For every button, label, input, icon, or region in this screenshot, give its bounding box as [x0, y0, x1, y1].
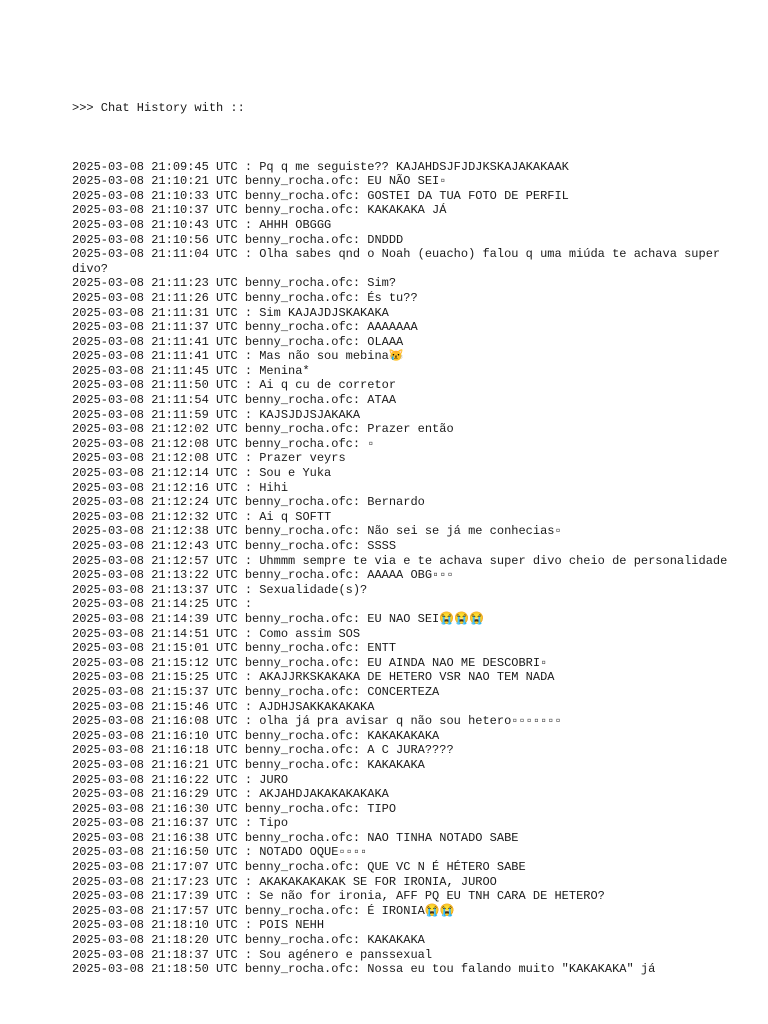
message-line: 2025-03-08 21:12:08 UTC benny_rocha.ofc: ▫: [72, 436, 375, 451]
message-line: 2025-03-08 21:11:41 UTC benny_rocha.ofc: OLAAA: [72, 334, 404, 349]
message-list: [72, 160, 752, 977]
message-line: 2025-03-08 21:10:43 UTC : AHHH OBGGG: [72, 217, 332, 232]
message-line: 2025-03-08 21:18:37 UTC : Sou agénero e panssexual: [72, 947, 433, 962]
message-line: 2025-03-08 21:12:43 UTC benny_rocha.ofc: SSSS: [72, 539, 397, 553]
message-line: 2025-03-08 21:10:21 UTC benny_rocha.ofc: EU NÃO SEI▫: [72, 174, 447, 189]
message-line: 2025-03-08 21:17:57 UTC benny_rocha.ofc: É IRONIA😭😭: [72, 903, 455, 918]
message-line: 2025-03-08 21:16:18 UTC benny_rocha.ofc: A C JURA????: [72, 743, 454, 758]
message-line: 2025-03-08 21:14:51 UTC : Como assim SOS: [72, 626, 361, 641]
message-line: 2025-03-08 21:16:37 UTC : Tipo: [72, 816, 289, 831]
message-line: 2025-03-08 21:10:37 UTC benny_rocha.ofc: KAKAKAKA JÁ: [72, 203, 447, 218]
message-line: 2025-03-08 21:15:46 UTC : AJDHJSAKKAKAKAKA: [72, 699, 375, 714]
message-line: 2025-03-08 21:14:25 UTC :: [72, 597, 253, 612]
message-line: 2025-03-08 21:17:23 UTC : AKAKAKAKAKAK SE FOR IRONIA, JUROO: [72, 874, 497, 889]
message-line: 2025-03-08 21:11:37 UTC benny_rocha.ofc: AAAAAAA: [72, 320, 418, 335]
message-line: 2025-03-08 21:12:57 UTC : Uhmmm sempre te via e te achava super divo cheio de personalidade: [72, 553, 728, 568]
message-line: 2025-03-08 21:15:37 UTC benny_rocha.ofc: CONCERTEZA: [72, 684, 440, 699]
message-line: 2025-03-08 21:13:37 UTC : Sexualidade(s)?: [72, 582, 368, 597]
message-line: 2025-03-08 21:16:29 UTC : AKJAHDJAKAKAKAKAKA: [72, 787, 389, 802]
message-line: 2025-03-08 21:11:41 UTC : Mas não sou mebina😿: [72, 349, 404, 364]
message-line: 2025-03-08 21:15:25 UTC : AKAJJRKSKAKAKA DE HETERO VSR NAO TEM NADA: [72, 670, 555, 685]
message-line: 2025-03-08 21:11:45 UTC : Menina*: [72, 363, 310, 378]
chat-history-header: >>> Chat History with ::: [72, 101, 245, 116]
message-line: 2025-03-08 21:13:22 UTC benny_rocha.ofc: AAAAA OBG▫▫▫: [72, 568, 454, 583]
message-line: 2025-03-08 21:16:08 UTC : olha já pra avisar q não sou hetero▫▫▫▫▫▫▫: [72, 714, 562, 729]
message-line: 2025-03-08 21:11:26 UTC benny_rocha.ofc: És tu??: [72, 290, 418, 305]
message-line: 2025-03-08 21:12:08 UTC : Prazer veyrs: [72, 451, 346, 466]
message-line: 2025-03-08 21:16:38 UTC benny_rocha.ofc: NAO TINHA NOTADO SABE: [72, 830, 519, 845]
message-line: 2025-03-08 21:18:20 UTC benny_rocha.ofc: KAKAKAKA: [72, 933, 425, 948]
message-line: 2025-03-08 21:11:04 UTC : Olha sabes qnd o Noah (euacho) falou q uma miúda te achava super divo?: [72, 247, 728, 276]
message-line: 2025-03-08 21:10:56 UTC benny_rocha.ofc: DNDDD: [72, 232, 404, 247]
message-line: 2025-03-08 21:17:39 UTC : Se não for ironia, AFF PQ EU TNH CARA DE HETERO?: [72, 889, 605, 904]
message-line: 2025-03-08 21:12:38 UTC benny_rocha.ofc: Não sei se já me conhecias▫: [72, 524, 562, 539]
message-line: 2025-03-08 21:15:01 UTC benny_rocha.ofc: ENTT: [72, 641, 397, 656]
message-line: 2025-03-08 21:16:50 UTC : NOTADO OQUE▫▫▫▫: [72, 845, 368, 860]
message-line: 2025-03-08 21:16:10 UTC benny_rocha.ofc: KAKAKAKAKA: [72, 728, 440, 743]
message-line: 2025-03-08 21:18:10 UTC : POIS NEHH: [72, 918, 325, 933]
message-line: 2025-03-08 21:11:50 UTC : Ai q cu de corretor: [72, 378, 397, 393]
message-line: 2025-03-08 21:17:07 UTC benny_rocha.ofc: QUE VC N É HÉTERO SABE: [72, 860, 526, 875]
message-line: 2025-03-08 21:11:59 UTC : KAJSJDJSJAKAKA: [72, 407, 361, 422]
message-line: 2025-03-08 21:11:54 UTC benny_rocha.ofc: ATAA: [72, 393, 397, 408]
message-line: 2025-03-08 21:09:45 UTC : Pq q me seguiste?? KAJAHDSJFJDJKSKAJAKAKAAK: [72, 159, 569, 174]
message-line: 2025-03-08 21:18:50 UTC benny_rocha.ofc: Nossa eu tou falando muito "KAKAKAKA" já: [72, 962, 656, 977]
message-line: 2025-03-08 21:12:32 UTC : Ai q SOFTT: [72, 509, 332, 524]
message-line: 2025-03-08 21:16:30 UTC benny_rocha.ofc: TIPO: [72, 801, 397, 816]
message-line: 2025-03-08 21:10:33 UTC benny_rocha.ofc: GOSTEI DA TUA FOTO DE PERFIL: [72, 188, 569, 203]
message-line: 2025-03-08 21:14:39 UTC benny_rocha.ofc: EU NAO SEI😭😭😭: [72, 611, 485, 626]
message-line: 2025-03-08 21:12:16 UTC : Hihi: [72, 480, 289, 495]
message-line: 2025-03-08 21:11:23 UTC benny_rocha.ofc: Sim?: [72, 276, 397, 291]
message-line: 2025-03-08 21:16:22 UTC : JURO: [72, 772, 289, 787]
message-line: 2025-03-08 21:12:02 UTC benny_rocha.ofc: Prazer então: [72, 422, 454, 437]
message-line: 2025-03-08 21:16:21 UTC benny_rocha.ofc: KAKAKAKA: [72, 757, 425, 772]
message-line: 2025-03-08 21:15:12 UTC benny_rocha.ofc: EU AINDA NAO ME DESCOBRI▫: [72, 655, 548, 670]
message-line: 2025-03-08 21:12:24 UTC benny_rocha.ofc: Bernardo: [72, 495, 425, 510]
chat-history-document: [72, 72, 752, 991]
message-line: 2025-03-08 21:12:14 UTC : Sou e Yuka: [72, 466, 332, 481]
message-line: 2025-03-08 21:11:31 UTC : Sim KAJAJDJSKAKAKA: [72, 305, 389, 320]
